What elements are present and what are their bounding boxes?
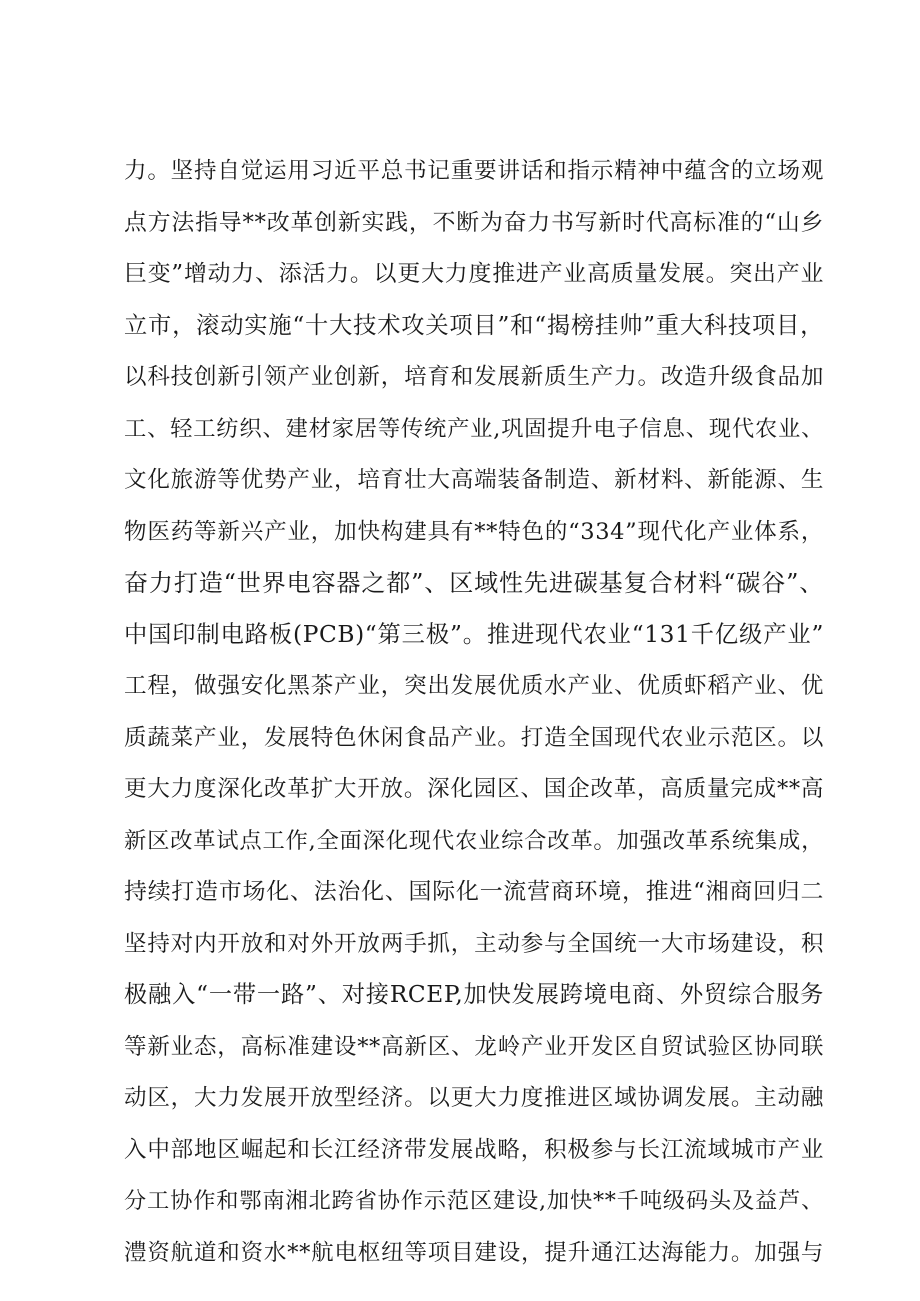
text-line: 物医药等新兴产业，加快构建具有**特色的“334”现代化产业体系， xyxy=(124,518,824,545)
text-line: 巨变”增动力、添活力。以更大力度推进产业高质量发展。突出产业 xyxy=(124,261,824,287)
text-line: 文化旅游等优势产业，培育壮大高端装备制造、新材料、新能源、生 xyxy=(124,467,824,493)
text-line: 力。坚持自觉运用习近平总书记重要讲话和指示精神中蕴含的立场观 xyxy=(124,158,824,184)
text-line: 持续打造市场化、法治化、国际化一流营商环境，推进“湘商回归二 xyxy=(124,879,824,905)
text-line: 奋力打造“世界电容器之都”、区域性先进碳基复合材料“碳谷”、 xyxy=(124,569,824,597)
text-line: 更大力度深化改革扩大开放。深化园区、国企改革，高质量完成**高 xyxy=(124,776,824,802)
text-line: 等新业态，高标准建设**高新区、龙岭产业开发区自贸试验区协同联 xyxy=(124,1033,824,1060)
text-line: 中国印制电路板(PCB)“第三极”。推进现代农业“131千亿级产业” xyxy=(124,620,824,648)
text-line: 立市，滚动实施“十大技术攻关项目”和“揭榜挂帅”重大科技项目， xyxy=(124,311,824,339)
text-line: 质蔬菜产业，发展特色休闲食品产业。打造全国现代农业示范区。以 xyxy=(124,724,824,751)
body-text xyxy=(124,153,824,1286)
text-line: 坚持对内开放和对外开放两手抓，主动参与全国统一大市场建设，积 xyxy=(124,930,824,957)
text-line: 澧资航道和资水**航电枢纽等项目建设，提升通江达海能力。加强与 xyxy=(124,1239,824,1266)
text-line: 入中部地区崛起和长江经济带发展战略，积极参与长江流域城市产业 xyxy=(124,1136,824,1163)
text-line: 点方法指导**改革创新实践，不断为奋力书写新时代高标准的“山乡 xyxy=(124,209,824,236)
text-line: 工、轻工纺织、建材家居等传统产业,巩固提升电子信息、现代农业、 xyxy=(124,415,824,442)
text-line: 分工协作和鄂南湘北跨省协作示范区建设,加快**千吨级码头及益芦、 xyxy=(124,1188,824,1214)
text-line: 以科技创新引领产业创新，培育和发展新质生产力。改造升级食品加 xyxy=(124,364,824,390)
text-line: 动区，大力发展开放型经济。以更大力度推进区域协调发展。主动融 xyxy=(124,1085,824,1111)
text-line: 工程，做强安化黑茶产业，突出发展优质水产业、优质虾稻产业、优 xyxy=(124,673,824,699)
text-line: 极融入“一带一路”、对接RCEP,加快发展跨境电商、外贸综合服务 xyxy=(124,981,824,1008)
text-line: 新区改革试点工作,全面深化现代农业综合改革。加强改革系统集成， xyxy=(124,827,824,854)
